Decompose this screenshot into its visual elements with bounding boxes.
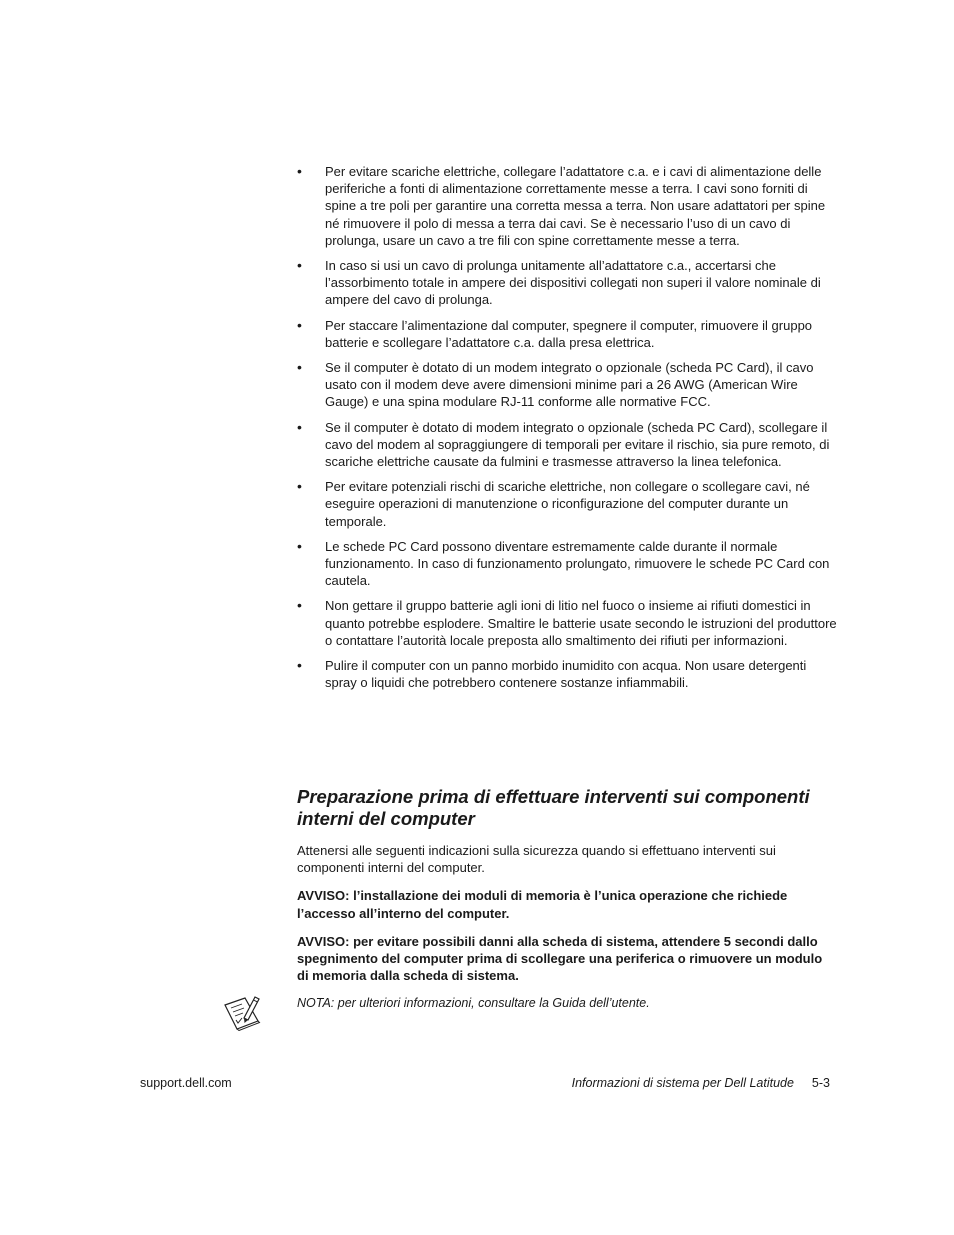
page-number: 5-3 <box>811 1076 830 1090</box>
bullet-item <box>297 359 837 411</box>
section-heading: Preparazione prima di effettuare interventi sui componenti interni del computer <box>297 786 810 829</box>
bullet-text: Per evitare scariche elettriche, collegare l’adattatore c.a. e i cavi di alimentazione delle periferiche a fonti di alimentazione correttamente messe a terra. I cavi sono forniti di spine a tre poli per garantire una corretta messa a terra. Non usare adattatori per spine né rimuovere il polo di messa a terra dai cavi. Se è necessario l’uso di un cavo di prolunga, usare un cavo a tre fili con spine correttamente messe a terra. <box>325 164 826 248</box>
bullet-item <box>297 257 837 309</box>
bullet-marker: • <box>297 418 302 435</box>
bullet-text: Per staccare l’alimentazione dal computer, spegnere il computer, rimuovere il gruppo batterie e scollegare l’adattatore c.a. dalla presa elettrica. <box>325 317 813 350</box>
bullet-marker: • <box>297 478 302 495</box>
bullet-text: Se il computer è dotato di modem integrato o opzionale (scheda PC Card), scollegare il cavo del modem al sopraggiungere di temporali per evitare il rischio, sia pure remoto, di scariche elettriche causate da fulmini e trasmesse attraverso la linea telefonica. <box>325 419 830 470</box>
safety-bullet-list <box>297 163 837 699</box>
bullet-text: Pulire il computer con un panno morbido inumidito con acqua. Non usare detergenti spray o liquidi che potrebbero contenere sostanze infiammabili. <box>325 658 807 691</box>
footer-title <box>572 1075 830 1091</box>
bullet-marker: • <box>297 657 302 674</box>
footer-document-title: Informazioni di sistema per Dell Latitude <box>571 1076 794 1090</box>
bullet-marker: • <box>297 537 302 554</box>
bullet-item <box>297 538 837 590</box>
bullet-text: In caso si usi un cavo di prolunga unitamente all’adattatore c.a., accertarsi che l’assorbimento totale in ampere dei dispositivi collegati non superi il valore nominale di ampere del cavo di prolunga. <box>325 258 821 308</box>
bullet-item <box>297 163 837 249</box>
bullet-item <box>297 478 837 530</box>
notice-system-board: AVVISO: per evitare possibili danni alla scheda di sistema, attendere 5 secondi dallo spegnimento del computer prima di scollegare una periferica o rimuovere un modulo di memoria dalla scheda di sistema. <box>297 933 823 984</box>
bullet-text: Se il computer è dotato di un modem integrato o opzionale (scheda PC Card), il cavo usato con il modem deve avere dimensioni minime pari a 26 AWG (American Wire Gauge) e una spina modulare RJ-11 conforme alle normative FCC. <box>325 360 814 410</box>
bullet-text: Per evitare potenziali rischi di scariche elettriche, non collegare o scollegare cavi, né eseguire operazioni di manutenzione o riconfigurazione del computer durante un temporale. <box>325 479 810 529</box>
bullet-text: Non gettare il gruppo batterie agli ioni di litio nel fuoco o insieme ai rifiuti domestici in quanto potrebbe esplodere. Smaltire le batterie usate secondo le istruzioni del produttore o contattare l’autorità locale preposta allo smaltimento dei rifiuti per informazioni. <box>325 598 837 648</box>
bullet-marker: • <box>297 597 302 614</box>
bullet-item <box>297 317 837 351</box>
bullet-marker: • <box>297 163 302 179</box>
bullet-item <box>297 657 837 691</box>
bullet-text: Le schede PC Card possono diventare estremamente calde durante il normale funzionamento. In caso di funzionamento prolungato, rimuovere le schede PC Card con cautela. <box>325 538 830 589</box>
preparation-section <box>297 786 837 1012</box>
section-intro: Attenersi alle seguenti indicazioni sulla sicurezza quando si effettuano interventi sui componenti interni del computer. <box>297 843 776 876</box>
bullet-marker: • <box>297 257 302 274</box>
footer-website: support.dell.com <box>140 1076 232 1090</box>
note-text: NOTA: per ulteriori informazioni, consultare la Guida dell’utente. <box>297 996 650 1011</box>
note-pencil-icon <box>222 993 262 1031</box>
bullet-item <box>297 419 837 471</box>
bullet-marker: • <box>297 316 302 333</box>
bullet-marker: • <box>297 359 302 376</box>
note-row <box>297 995 837 1012</box>
notice-memory-modules: AVVISO: l’installazione dei moduli di memoria è l’unica operazione che richiede l’accesso all’interno del computer. <box>297 888 788 921</box>
bullet-item <box>297 597 837 649</box>
